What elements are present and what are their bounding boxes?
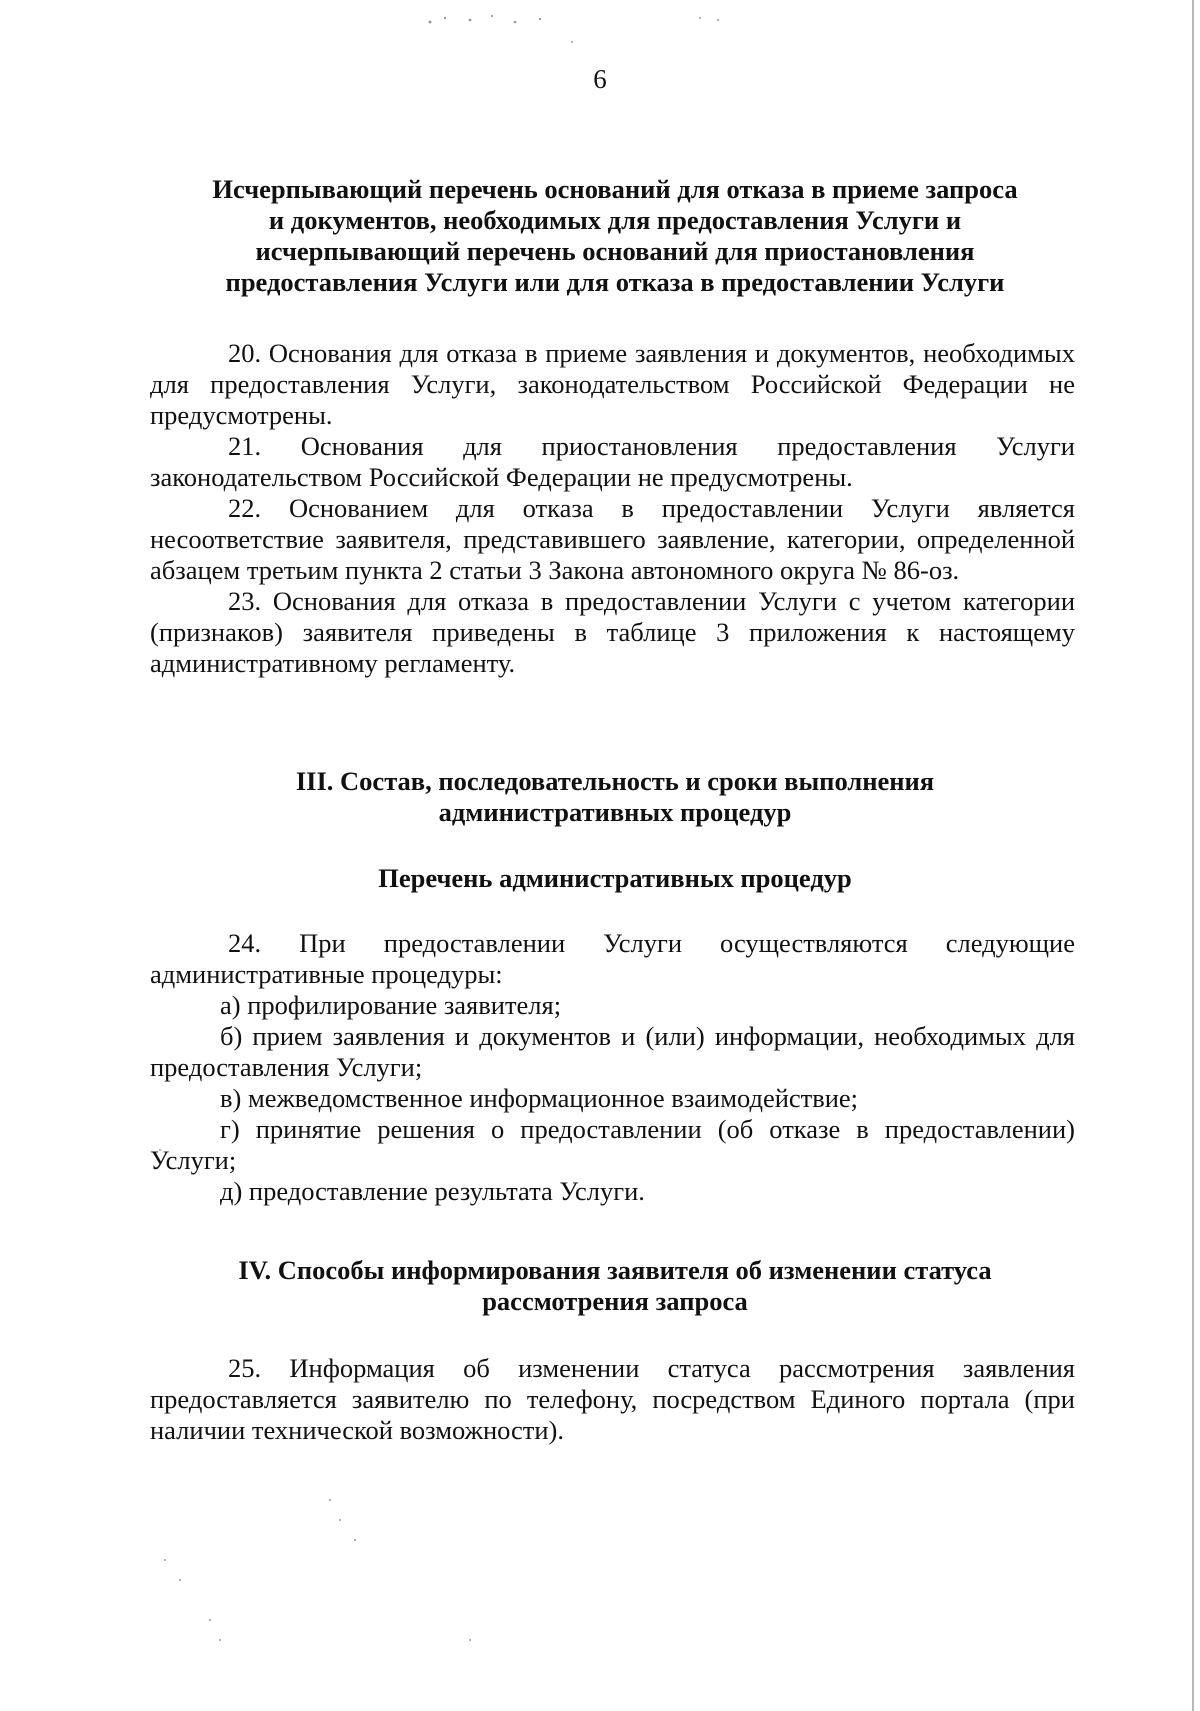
heading-line: административных процедур xyxy=(438,797,792,827)
heading-line: исчерпывающий перечень оснований для приостановления xyxy=(255,236,975,266)
procedures-body xyxy=(150,928,1075,1207)
paragraph-20: 20. Основания для отказа в приеме заявления и документов, необходимых для предоставления Услуги, законодательством Российской Федерации не предусмотрены. xyxy=(150,338,1075,430)
heading-line: III. Состав, последовательность и сроки выполнения xyxy=(295,766,935,796)
paragraph-25: 25. Информация об изменении статуса рассмотрения заявления предоставляется заявителю по телефону, посредством Единого портала (при наличии технической возможности). xyxy=(150,1353,1075,1445)
heading-line: Перечень административных процедур xyxy=(378,863,852,893)
paragraph-23: 23. Основания для отказа в предоставлении Услуги с учетом категории (признаков) заявителя приведены в таблице 3 приложения к настоящему административному регламенту. xyxy=(150,586,1075,678)
procedure-item: а) профилирование заявителя; xyxy=(220,990,562,1020)
section-iv-heading xyxy=(150,1255,1080,1317)
status-info-body xyxy=(150,1353,1075,1446)
refusal-grounds-heading xyxy=(150,174,1080,298)
procedure-item: в) межведомственное информационное взаимодействие; xyxy=(220,1083,859,1113)
heading-line: и документов, необходимых для предоставления Услуги и xyxy=(268,205,962,235)
paragraph-22: 22. Основанием для отказа в предоставлении Услуги является несоответствие заявителя, представившего заявление, категории, определенной абзацем третьим пункта 2 статьи 3 Закона автономного округа № 86-оз. xyxy=(150,493,1075,585)
page-number: 6 xyxy=(593,64,607,94)
heading-line: Исчерпывающий перечень оснований для отказа в приеме запроса xyxy=(212,174,1018,204)
procedure-item: б) прием заявления и документов и (или) информации, необходимых для предоставления Услуги; xyxy=(150,1021,1075,1082)
paragraph-21: 21. Основания для приостановления предоставления Услуги законодательством Российской Федерации не предусмотрены. xyxy=(150,431,1075,492)
procedures-list-heading xyxy=(150,863,1080,894)
paragraph-24: 24. При предоставлении Услуги осуществляются следующие административные процедуры: xyxy=(150,928,1075,989)
procedure-item: г) принятие решения о предоставлении (об отказе в предоставлении) Услуги; xyxy=(150,1114,1075,1175)
heading-line: IV. Способы информирования заявителя об изменении статуса xyxy=(238,1255,992,1285)
heading-line: рассмотрения запроса xyxy=(482,1286,748,1316)
procedure-item: д) предоставление результата Услуги. xyxy=(220,1176,645,1206)
section-iii-heading xyxy=(150,766,1080,828)
heading-line: предоставления Услуги или для отказа в предоставлении Услуги xyxy=(225,267,1005,297)
refusal-grounds-body xyxy=(150,338,1075,679)
